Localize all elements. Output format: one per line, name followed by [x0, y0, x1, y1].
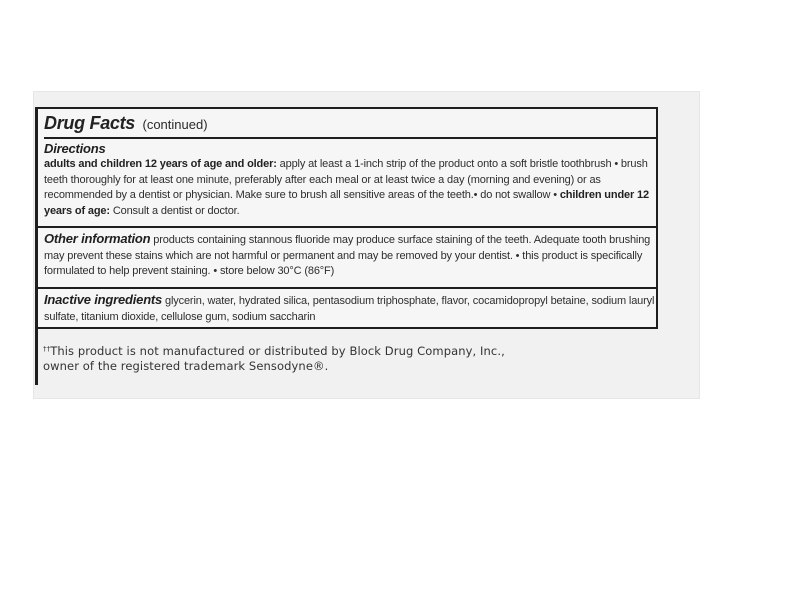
- directions-children-text: Consult a dentist or doctor.: [109, 204, 240, 217]
- inactive-ingredients-text: glycerin, water, hydrated silica, pentasodium triphosphate, flavor, cocamidopropyl betaine, sodium lauryl sulfate, titanium dioxide, cellulose gum, sodium saccharin: [44, 295, 655, 323]
- footnote-marker: ††: [43, 345, 51, 353]
- drug-facts-header: [44, 113, 656, 139]
- section-divider: [38, 287, 656, 289]
- drug-facts-continued: (continued): [142, 117, 208, 132]
- inactive-ingredients-heading: Inactive ingredients: [44, 292, 163, 307]
- other-information-text: products containing stannous fluoride may produce surface staining of the teeth. Adequate tooth brushing may prevent these stains which are not harmful or permanent and may be removed by your dentist. • this product is specifically formulated to help prevent staining. • store below 30°C (86°F): [44, 234, 651, 277]
- trademark-footnote: [43, 342, 603, 374]
- directions-adults-label: adults and children 12 years of age and older:: [44, 158, 277, 170]
- other-information-section: [44, 231, 658, 287]
- footnote-line-1: This product is not manufactured or distributed by Block Drug Company, Inc.,: [50, 344, 505, 358]
- directions-section: [44, 141, 658, 225]
- drug-facts-panel: [35, 107, 658, 329]
- inactive-ingredients-section: [44, 292, 658, 327]
- directions-heading: Directions: [44, 141, 106, 156]
- other-information-heading: Other information: [44, 231, 151, 246]
- footnote-line-2: owner of the registered trademark Sensodyne®.: [43, 359, 329, 373]
- directions-children-label: children under 12 years of age:: [44, 189, 649, 217]
- drug-facts-title: Drug Facts: [44, 113, 136, 133]
- directions-adults-text: apply at least a 1-inch strip of the product onto a soft bristle toothbrush • brush teeth thoroughly for at least one minute, preferably after each meal or at least twice a day (morning and evening) or as recommended by a dentist or physician. Make sure to brush all sensitive areas of the teeth.• do not swallow •: [44, 158, 648, 201]
- panel-left-rule: [35, 329, 38, 385]
- section-divider: [38, 226, 656, 228]
